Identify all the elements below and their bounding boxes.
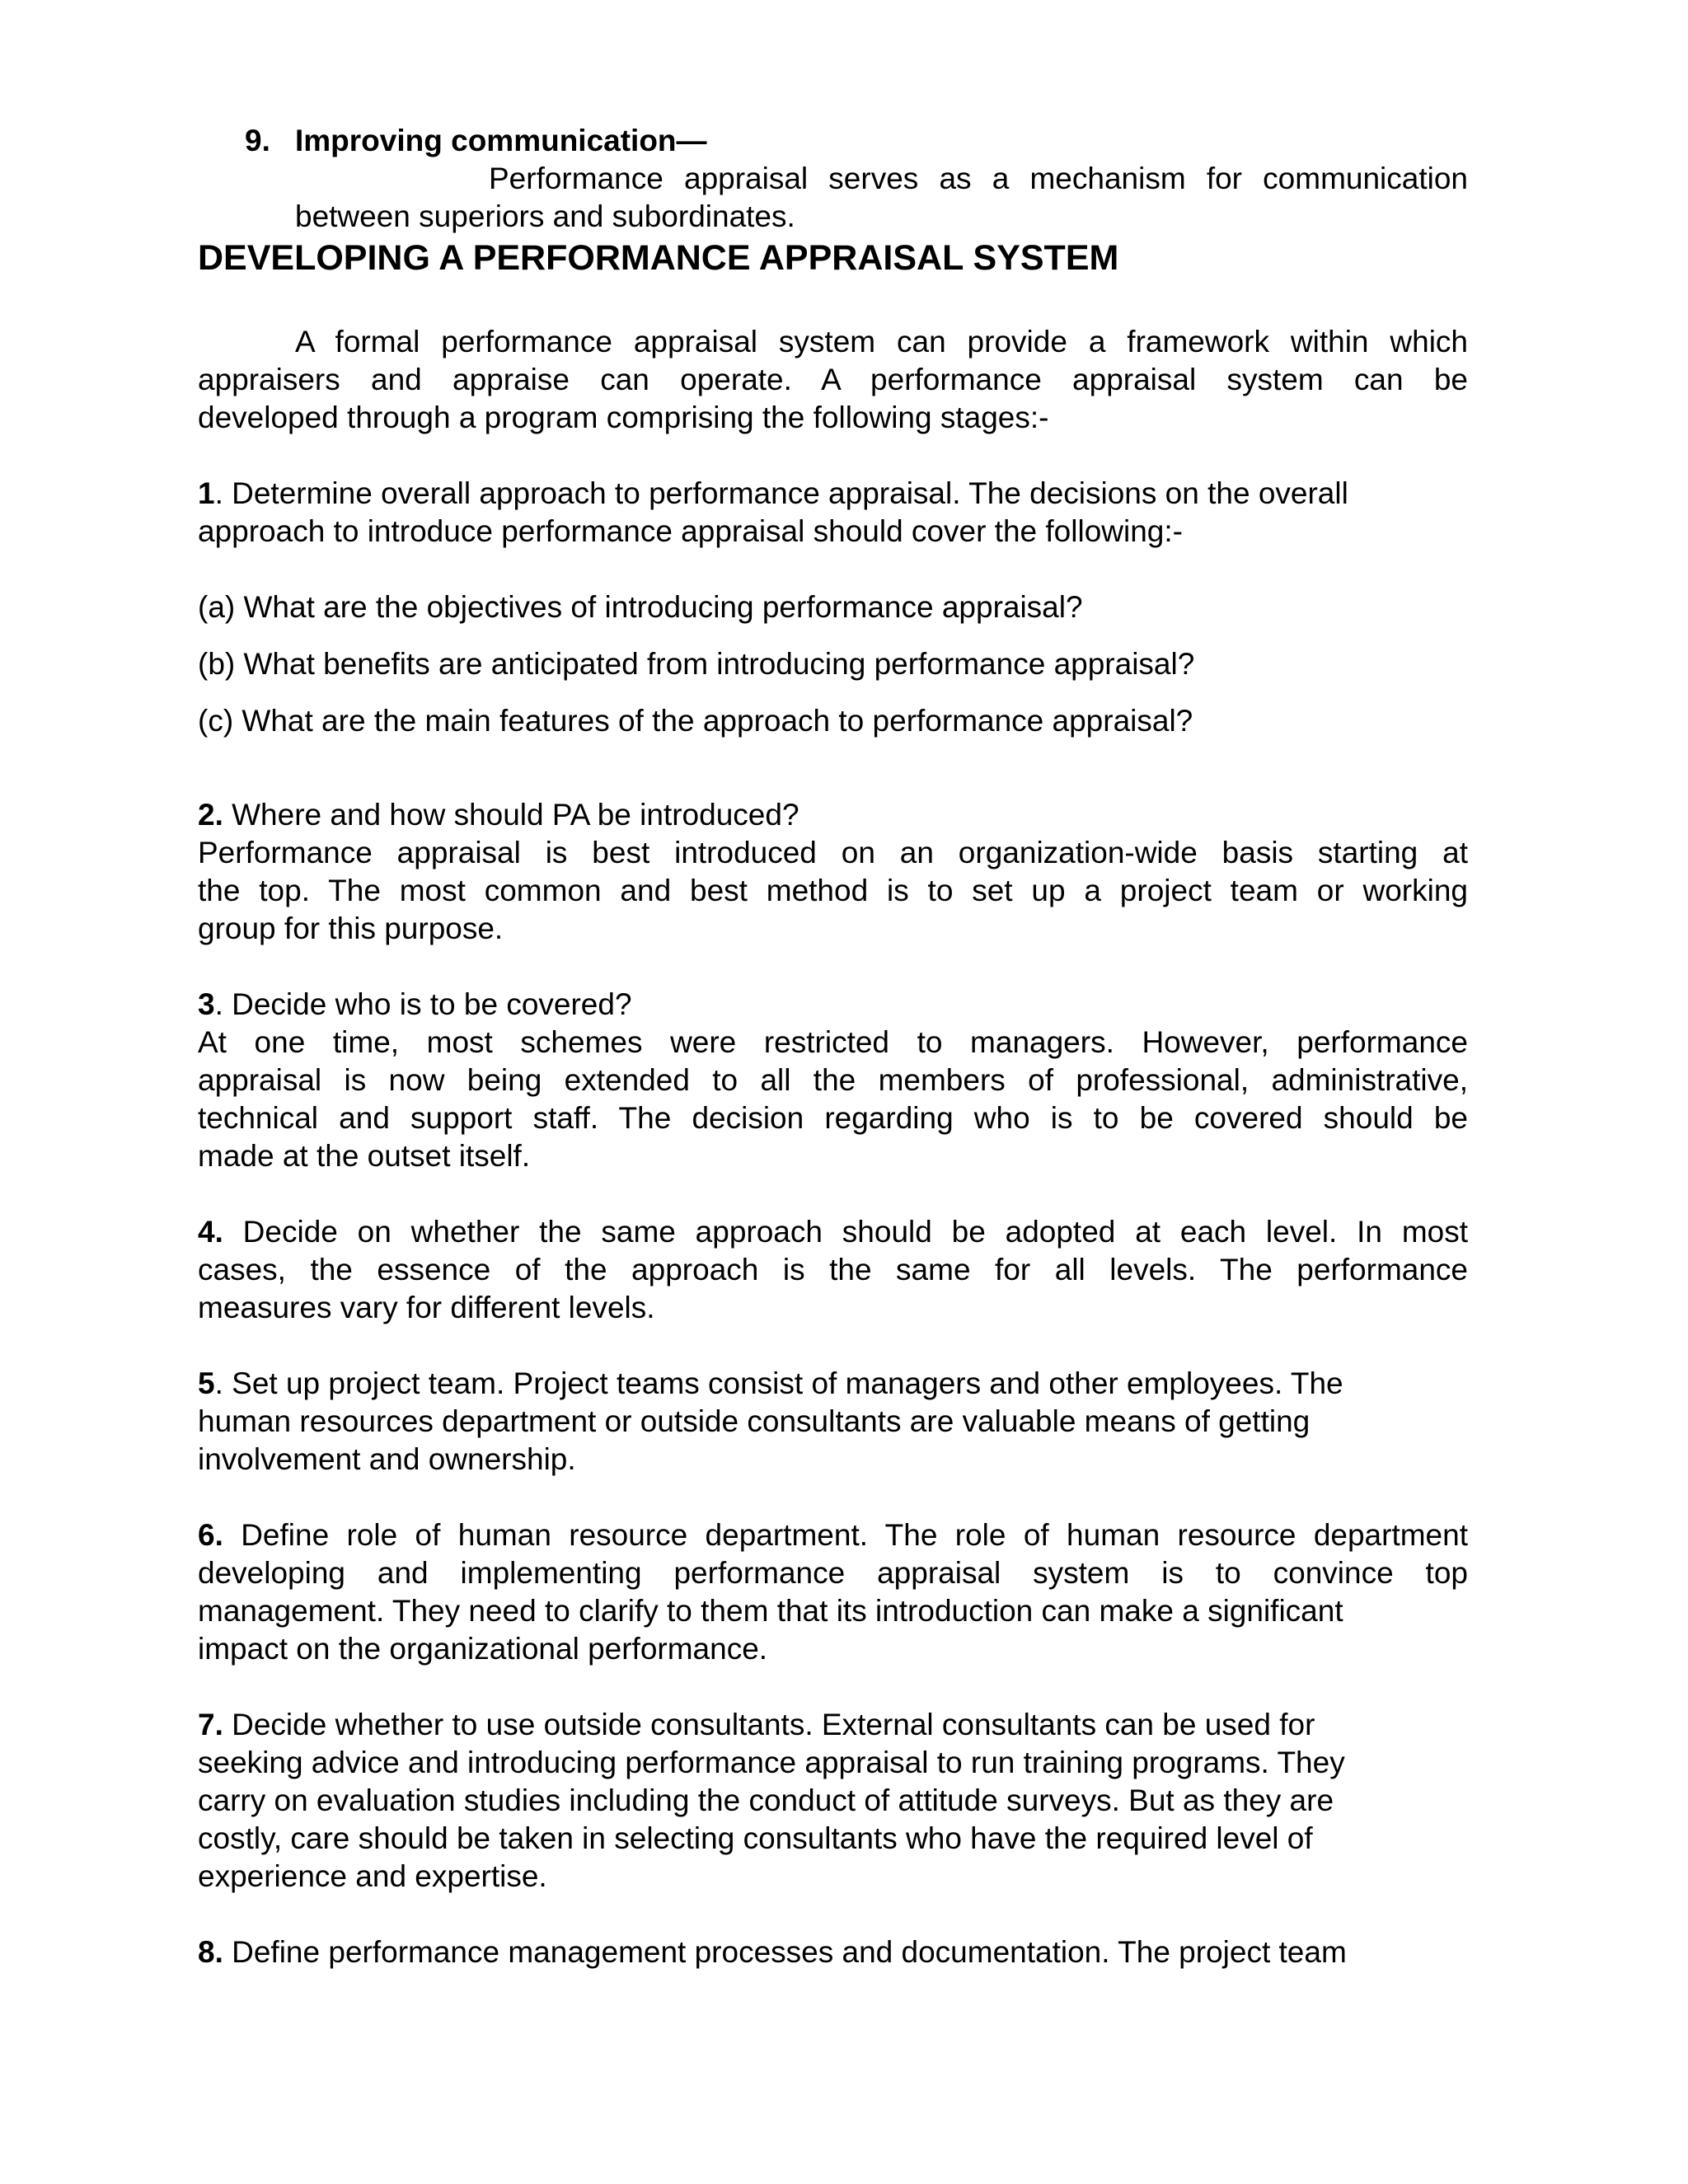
stage-6-line-2: developing and implementing performance appraisal system is to convince top xyxy=(198,1556,1468,1590)
item-9-text-line-2: between superiors and subordinates. xyxy=(295,199,795,233)
stage-7-number: 7. xyxy=(198,1708,223,1741)
stage-7-line-4: costly, care should be taken in selecting consultants who have the required level of xyxy=(198,1821,1313,1855)
stage-1-line-1 xyxy=(198,475,1468,513)
stage-2-line-3: the top. The most common and best method is to set up a project team or working xyxy=(198,874,1468,907)
stage-8-line-1 xyxy=(198,1933,1468,1971)
stage-2-title: Where and how should PA be introduced? xyxy=(223,798,799,832)
item-9-number: 9. xyxy=(245,124,270,157)
intro-line-3: developed through a program comprising the following stages:- xyxy=(198,401,1049,434)
section-heading: DEVELOPING A PERFORMANCE APPRAISAL SYSTEM xyxy=(198,238,1119,278)
stage-3-line-2: At one time, most schemes were restricted to managers. However, performance xyxy=(198,1025,1468,1059)
stage-6-line-4: impact on the organizational performance. xyxy=(198,1632,768,1666)
stage-1-question-c: (c) What are the main features of the approach to performance appraisal? xyxy=(198,704,1193,738)
stage-1-title: . Determine overall approach to performance appraisal. The decisions on the overall xyxy=(214,476,1348,510)
stage-1-line-2: approach to introduce performance appraisal should cover the following:- xyxy=(198,514,1183,548)
stage-5-line-1 xyxy=(198,1365,1468,1403)
stage-3-line-4: technical and support staff. The decision regarding who is to be covered should be xyxy=(198,1101,1468,1135)
stage-1-number: 1 xyxy=(198,476,215,510)
stage-2-line-2: Performance appraisal is best introduced on an organization-wide basis starting at xyxy=(198,836,1468,869)
stage-2-line-1 xyxy=(198,796,1468,834)
item-9-title: Improving communication— xyxy=(295,124,707,157)
stage-6-line-3: management. They need to clarify to them that its introduction can make a significant xyxy=(198,1594,1343,1628)
stage-1-question-b: (b) What benefits are anticipated from introducing performance appraisal? xyxy=(198,647,1195,681)
stage-6-number: 6. xyxy=(198,1518,223,1552)
stage-4-line-2: cases, the essence of the approach is the same for all levels. The performance xyxy=(198,1253,1468,1286)
stage-7-line-5: experience and expertise. xyxy=(198,1859,547,1893)
stage-3-line-1 xyxy=(198,986,1468,1024)
stage-8-number: 8. xyxy=(198,1935,223,1969)
stage-6-line-1 xyxy=(198,1516,1468,1554)
stage-7-line-3: carry on evaluation studies including the conduct of attitude surveys. But as they are xyxy=(198,1783,1334,1817)
stage-5-line-3: involvement and ownership. xyxy=(198,1442,576,1476)
stage-6-title: Define role of human resource department. The role of human resource department xyxy=(223,1518,1468,1552)
intro-line-1: A formal performance appraisal system can provide a framework within which xyxy=(295,325,1468,359)
stage-3-title: . Decide who is to be covered? xyxy=(214,987,632,1021)
stage-4-number: 4. xyxy=(198,1215,223,1249)
stage-4-line-1 xyxy=(198,1213,1468,1251)
stage-7-title: Decide whether to use outside consultants. External consultants can be used for xyxy=(223,1708,1315,1741)
stage-5-number: 5 xyxy=(198,1366,215,1400)
stage-4-line-3: measures vary for different levels. xyxy=(198,1291,655,1324)
stage-2-number: 2. xyxy=(198,798,223,832)
item-9-text-line-1: Performance appraisal serves as a mechanism for communication xyxy=(489,162,1468,195)
stage-7-line-2: seeking advice and introducing performance appraisal to run training programs. They xyxy=(198,1746,1345,1779)
stage-5-line-2: human resources department or outside consultants are valuable means of getting xyxy=(198,1404,1311,1438)
stage-8-title: Define performance management processes and documentation. The project team xyxy=(223,1935,1347,1969)
stage-4-title: Decide on whether the same approach should be adopted at each level. In most xyxy=(223,1215,1468,1249)
stage-3-line-5: made at the outset itself. xyxy=(198,1139,531,1173)
stage-5-title: . Set up project team. Project teams consist of managers and other employees. The xyxy=(214,1366,1343,1400)
stage-3-line-3: appraisal is now being extended to all the members of professional, administrative, xyxy=(198,1063,1468,1097)
stage-7-line-1 xyxy=(198,1706,1468,1744)
stage-2-line-4: group for this purpose. xyxy=(198,912,504,945)
intro-line-2: appraisers and appraise can operate. A performance appraisal system can be xyxy=(198,363,1468,396)
stage-3-number: 3 xyxy=(198,987,215,1021)
stage-1-question-a: (a) What are the objectives of introducing performance appraisal? xyxy=(198,590,1083,624)
